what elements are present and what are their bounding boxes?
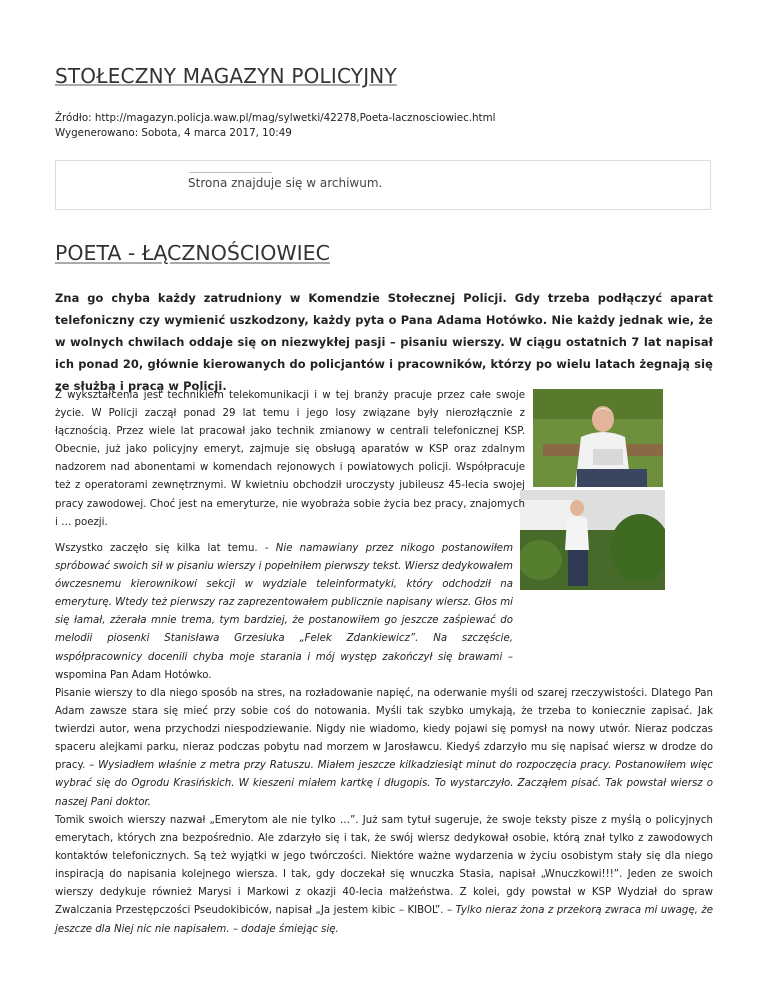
photo-man-in-garden: [520, 490, 665, 590]
source-url: Źródło: http://magazyn.policja.waw.pl/mag/sylwetki/42278,Poeta-lacznosciowiec.html: [55, 112, 496, 124]
generated-date: Wygenerowano: Sobota, 4 marca 2017, 10:49: [55, 127, 292, 139]
beginnings-intro: Wszystko zaczęło się kilka lat temu. -: [55, 543, 276, 554]
inspiration-quote: Wysiadłem właśnie z metra przy Ratuszu. Miałem jeszcze kilkadziesiąt minut do rozpoczęcia pracy. Postanowiłem więc wybrać się do Ogrodu Krasińskich. W kieszeni miałem kartkę i długopis. To wystarczyło. Zacząłem pisać. Tak powstał wiersz o naszej Pani doktor.: [55, 760, 713, 808]
poetry-book-text: Tomik swoich wierszy nazwał „Emerytom ale nie tylko …”. Już sam tytuł sugeruje, że swoje teksty pisze z myślą o policyjnych emerytach, których zna bezpośrednio. Ale zdarzyło się i tak, że swój wiersz dedykował osobie, którą znał tylko z zawodowych kontaktów telefonicznych. Są też wyjątki w jego twórczości. Niektóre ważne wydarzenia w życiu osobistym stały się dla niego inspiracją do napisania kolejnego wiersza. I tak, gdy doczekał się wnuczka Stasia, napisał „Wnuczkowi!!!”. Jeden ze swoich wierszy dedykuje również Marysi i Markowi z okazji 40-lecia małżeństwa. Z kolei, gdy powstał w KSP Wydział do spraw Zwalczania Przestępczości Pseudokibiców, napisał „Ja jestem kibic – KIBOL”. –: [55, 815, 713, 917]
paragraph-career: Z wykształcenia jest technikiem telekomunikacji i w tej branży pracuje przez całe swoje życie. W Policji zaczął ponad 29 lat temu i jego losy związane były nierozłącznie z łącznością. Przez wiele lat pracował jako technik zmianowy w centrali telefonicznej KSP. Obecnie, już jako policyjny emeryt, zajmuje się obsługą aparatów w KSP oraz zdalnym nadzorem nad abonentami w komendach rejonowych i powiatowych policji. Współpracuje też z operatorami zewnętrznymi. W kwietniu obchodził uroczysty jubileusz 45-lecia swojej pracy zawodowej. Choć jest na emeryturze, nie wyobraża sobie życia bez pracy, znajomych i … poezji.: [55, 390, 525, 528]
beginnings-attribution: – wspomina Pan Adam Hotówko.: [55, 651, 513, 681]
poetry-book-quote: Tylko nieraz żona z przekorą zwraca mi uwagę, że jeszcze dla Niej nic nie napisałem. – dodaje śmiejąc się.: [55, 905, 713, 935]
page-meta: [55, 111, 495, 141]
site-title[interactable]: STOŁECZNY MAGAZYN POLICYJNY: [55, 64, 397, 88]
archive-divider: [189, 172, 272, 173]
archive-notice: [55, 160, 711, 210]
photo-man-garden-illustration: [520, 490, 665, 590]
paragraph-beginnings: [55, 540, 513, 685]
paragraph-poetry-book: [55, 812, 713, 939]
archive-text: Strona znajduje się w archiwum.: [188, 176, 383, 190]
article-lead: Zna go chyba każdy zatrudniony w Komendzie Stołecznej Policji. Gdy trzeba podłączyć aparat telefoniczny czy wymienić uszkodzony, każdy pyta o Pana Adama Hotówko. Nie każdy jednak wie, że w wolnych chwilach oddaje się on niezwykłej pasji – pisaniu wierszy. W ciągu ostatnich 7 lat napisał ich ponad 20, głównie kierowanych do policjantów i pracowników, którzy po wielu latach żegnają się ze służbą i pracą w Policji.: [55, 291, 713, 393]
beginnings-quote: Nie namawiany przez nikogo postanowiłem spróbować swoich sił w pisaniu wierszy i popełniłem pierwszy tekst. Wiersz dedykowałem ówczesnemu kierownikowi sekcji w wydziale teleinformatyki, który odchodził na emeryturę. Wtedy też pierwszy raz zaprezentowałem publicznie napisany wiersz. Głos mi się łamał, zżerała mnie trema, tym bardziej, że postanowiłem go jeszcze zaśpiewać do melodii piosenki Stanisława Grzesiuka „Felek Zdankiewicz”. Na szczęście, współpracownicy docenili chyba moje starania i mój występ zakończył się brawami: [55, 543, 513, 663]
paragraph-inspiration: [55, 685, 713, 812]
inspiration-text: Pisanie wierszy to dla niego sposób na stres, na rozładowanie napięć, na oderwanie myśli od szarej rzeczywistości. Dlatego Pan Adam zawsze stara się mieć przy sobie coś do notowania. Myśli tak szybko umykają, że trzeba to koniecznie zapisać. Jak twierdzi autor, wena przychodzi niespodziewanie. Nigdy nie wiadomo, kiedy pojawi się pomysł na nowy utwór. Nieraz podczas spaceru alejkami parku, nieraz podczas pobytu nad morzem w Jarosławcu. Kiedyś zdarzyło mu się napisać wiersz w drodze do pracy. –: [55, 688, 713, 772]
article-title[interactable]: POETA - ŁĄCZNOŚCIOWIEC: [55, 241, 330, 265]
photo-man-reading-illustration: [533, 389, 663, 487]
photo-man-reading-poem: [533, 389, 663, 487]
